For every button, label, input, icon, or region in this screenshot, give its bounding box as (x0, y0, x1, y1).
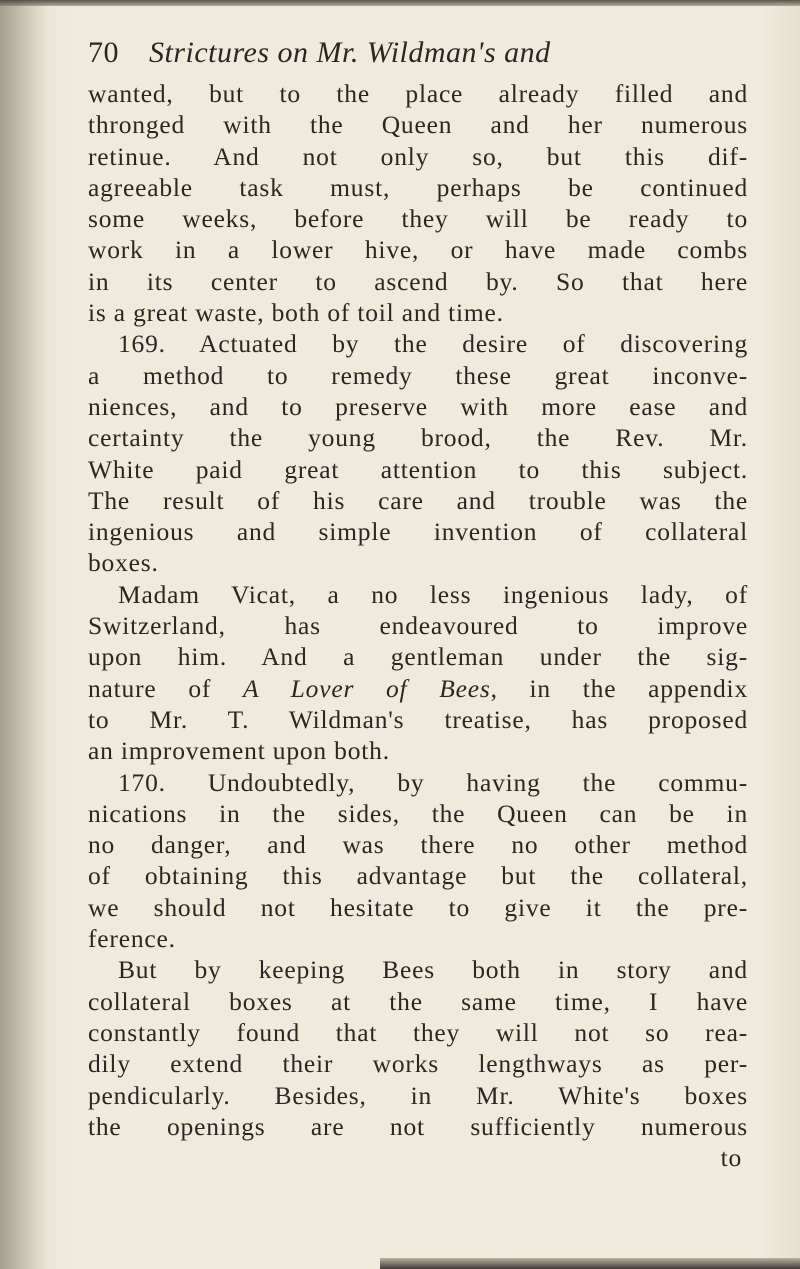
text-segment: wanted, but to the place already filled and (88, 79, 748, 108)
text-line (88, 673, 748, 704)
text-line (88, 1048, 748, 1079)
text-line (88, 454, 748, 485)
text-line (88, 1017, 748, 1048)
text-segment: 169. Actuated by the desire of discovering (118, 329, 748, 359)
text-line (88, 360, 748, 391)
text-line (88, 328, 748, 359)
text-segment: collateral boxes at the same time, I have (88, 986, 748, 1016)
text-line (88, 641, 748, 672)
text-line (88, 391, 748, 422)
text-segment: a method to remedy these great inconve- (88, 360, 748, 390)
binding-gutter-shadow (0, 0, 48, 1269)
text-line (88, 547, 748, 578)
text-line (88, 1080, 748, 1111)
text-segment: pendicularly. Besides, in Mr. White's boxes (88, 1080, 748, 1110)
text-segment: to Mr. T. Wildman's treatise, has proposed (88, 704, 748, 734)
page-top-edge (0, 0, 800, 6)
text-segment: 170. Undoubtedly, by having the commu- (118, 767, 748, 797)
text-segment: ference. (88, 924, 176, 954)
text-segment: ingenious and simple invention of collateral (88, 517, 748, 547)
text-segment: some weeks, before they will be ready to (88, 204, 748, 234)
text-segment: agreeable task must, perhaps be continued (88, 172, 748, 202)
text-segment: of obtaining this advantage but the collateral, (88, 861, 748, 891)
text-line (88, 860, 748, 891)
text-line (88, 767, 748, 798)
text-line (88, 297, 748, 328)
text-line (88, 141, 748, 172)
text-line (88, 422, 748, 453)
text-segment: certainty the young brood, the Rev. Mr. (88, 423, 748, 453)
text-segment: The result of his care and trouble was the (88, 485, 748, 515)
text-line (88, 798, 748, 829)
text-segment: work in a lower hive, or have made combs (88, 235, 748, 265)
text-line (88, 109, 748, 140)
text-segment: to (720, 1143, 742, 1173)
text-line (88, 954, 748, 985)
text-segment: White paid great attention to this subject. (88, 454, 748, 484)
text-line (88, 172, 748, 203)
text-segment: the openings are not sufficiently numerous (88, 1111, 748, 1141)
page-number: 70 (88, 36, 119, 69)
text-line (88, 516, 748, 547)
text-segment: nature of (88, 673, 243, 703)
text-line (88, 485, 748, 516)
text-line (88, 892, 748, 923)
text-segment: nications in the sides, the Queen can be in (88, 798, 748, 828)
text-segment: an improvement upon both. (88, 736, 390, 766)
text-line (88, 266, 748, 297)
running-head (88, 36, 728, 80)
body-text (88, 78, 748, 1173)
text-segment: But by keeping Bees both in story and (118, 955, 748, 985)
text-line (88, 735, 748, 766)
catchword (88, 1142, 748, 1173)
text-segment: boxes. (88, 548, 159, 578)
text-line (88, 704, 748, 735)
text-line (88, 923, 748, 954)
text-segment: niences, and to preserve with more ease and (88, 391, 748, 421)
running-title: Strictures on Mr. Wildman's and (149, 36, 551, 69)
text-line (88, 829, 748, 860)
text-line (88, 1111, 748, 1142)
text-segment: is a great waste, both of toil and time. (88, 298, 504, 328)
text-line (88, 610, 748, 641)
text-segment: , in the appendix (490, 673, 748, 703)
text-segment: dily extend their works lengthways as per- (88, 1049, 748, 1079)
text-line (88, 78, 748, 109)
text-segment: we should not hesitate to give it the pre- (88, 892, 748, 922)
text-segment: Switzerland, has endeavoured to improve (88, 611, 748, 641)
text-segment: constantly found that they will not so rea- (88, 1017, 748, 1047)
text-line (88, 234, 748, 265)
italic-phrase: A Lover of Bees (242, 673, 491, 703)
text-segment: no danger, and was there no other method (88, 830, 748, 860)
text-segment: Madam Vicat, a no less ingenious lady, of (118, 579, 748, 609)
text-segment: thronged with the Queen and her numerous (88, 110, 748, 140)
text-segment: retinue. And not only so, but this dif- (88, 141, 748, 171)
text-line (88, 579, 748, 610)
text-line (88, 986, 748, 1017)
text-segment: in its center to ascend by. So that here (88, 266, 748, 296)
text-line (88, 203, 748, 234)
page-bottom-edge (380, 1258, 800, 1269)
text-segment: upon him. And a gentleman under the sig- (88, 642, 748, 672)
